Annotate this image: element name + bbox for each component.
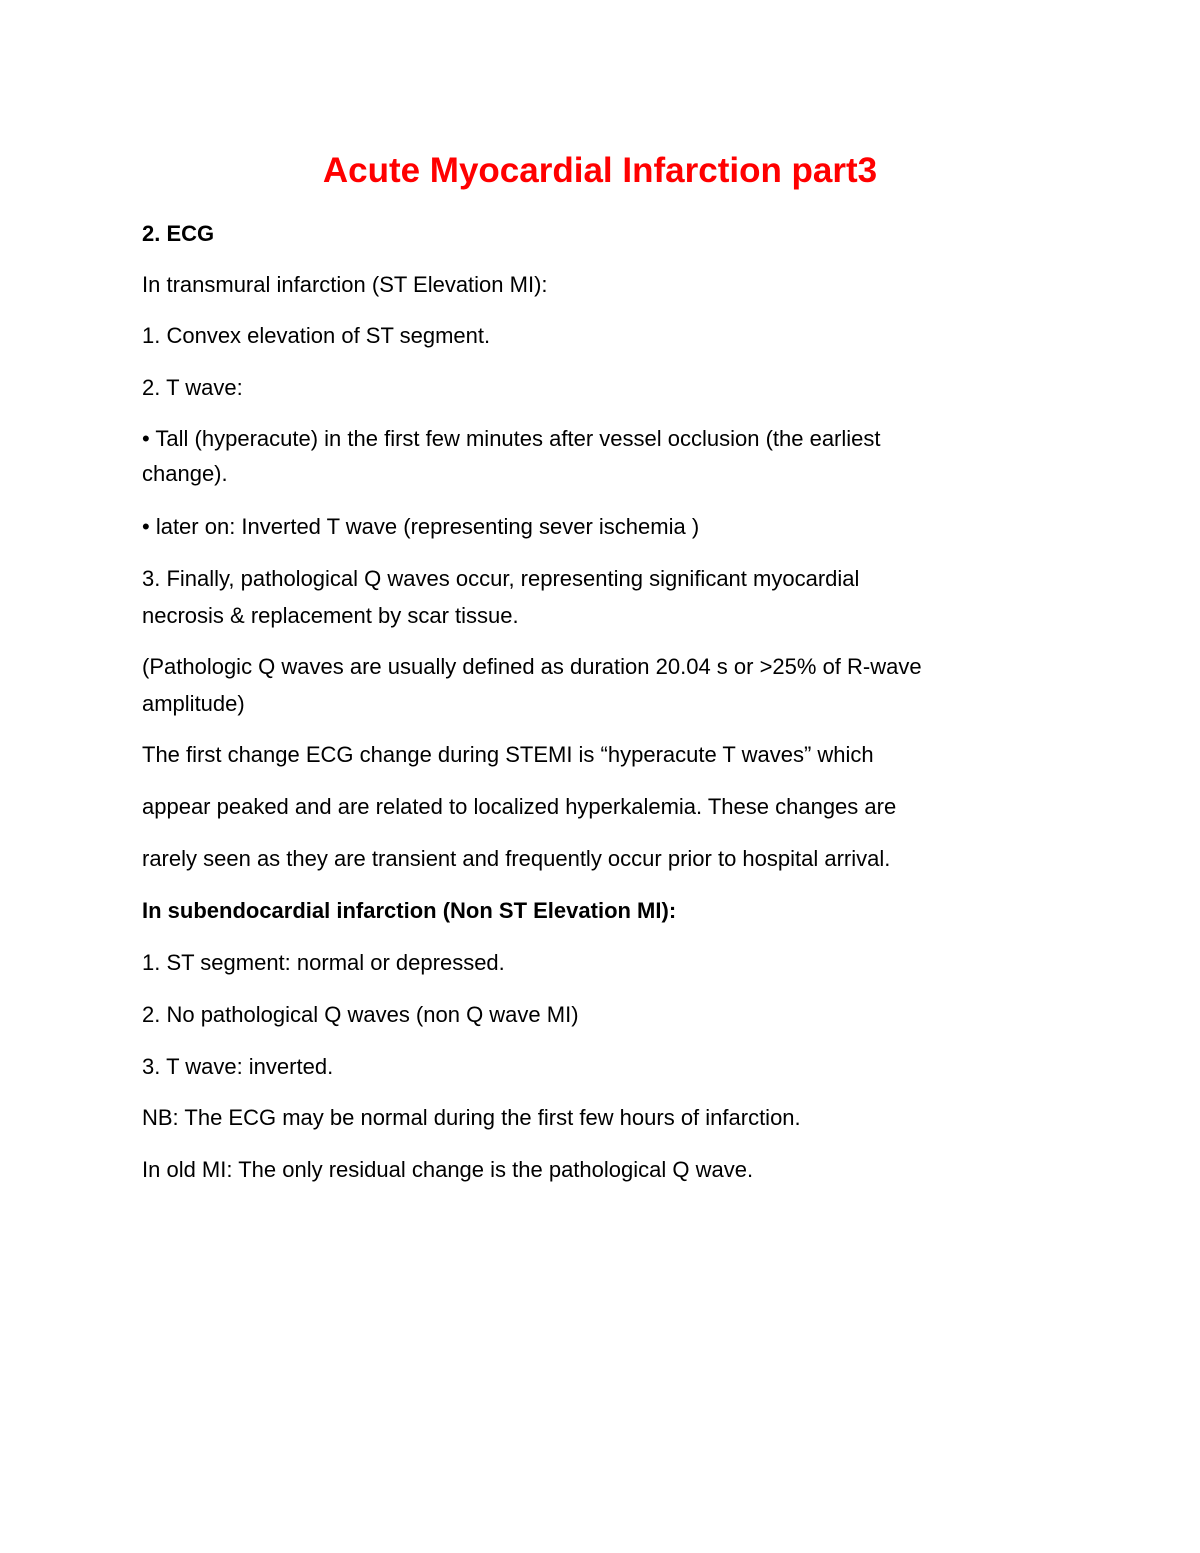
list-item: 1. ST segment: normal or depressed.: [142, 950, 505, 975]
list-item: 3. T wave: inverted.: [142, 1054, 334, 1079]
note-line: In old MI: The only residual change is the pathological Q wave.: [142, 1157, 754, 1182]
list-item: 3. Finally, pathological Q waves occur, representing significant myocardial: [142, 566, 860, 591]
section-heading-subendocardial: In subendocardial infarction (Non ST Elevation MI):: [142, 898, 677, 923]
paragraph-line: The first change ECG change during STEMI is “hyperacute T waves” which: [142, 742, 874, 767]
page-title: Acute Myocardial Infarction part3: [322, 151, 878, 190]
list-item-continuation: necrosis & replacement by scar tissue.: [142, 603, 519, 628]
paragraph-line: rarely seen as they are transient and frequently occur prior to hospital arrival.: [142, 846, 891, 871]
bullet-item: • Tall (hyperacute) in the first few minutes after vessel occlusion (the earliest: [142, 426, 881, 451]
list-item: 1. Convex elevation of ST segment.: [142, 323, 491, 348]
list-item: 2. T wave:: [142, 375, 243, 400]
bullet-item: • later on: Inverted T wave (representing sever ischemia ): [142, 514, 700, 539]
paragraph-line: appear peaked and are related to localized hyperkalemia. These changes are: [142, 794, 897, 819]
section-heading-ecg: 2. ECG: [142, 221, 215, 246]
bullet-item-continuation: change).: [142, 461, 228, 486]
list-item: 2. No pathological Q waves (non Q wave MI): [142, 1002, 579, 1027]
paragraph-line: (Pathologic Q waves are usually defined as duration 20.04 s or >25% of R-wave: [142, 654, 922, 679]
paragraph-line: amplitude): [142, 691, 245, 716]
subheading-transmural: In transmural infarction (ST Elevation MI):: [142, 272, 548, 297]
note-line: NB: The ECG may be normal during the first few hours of infarction.: [142, 1105, 801, 1130]
